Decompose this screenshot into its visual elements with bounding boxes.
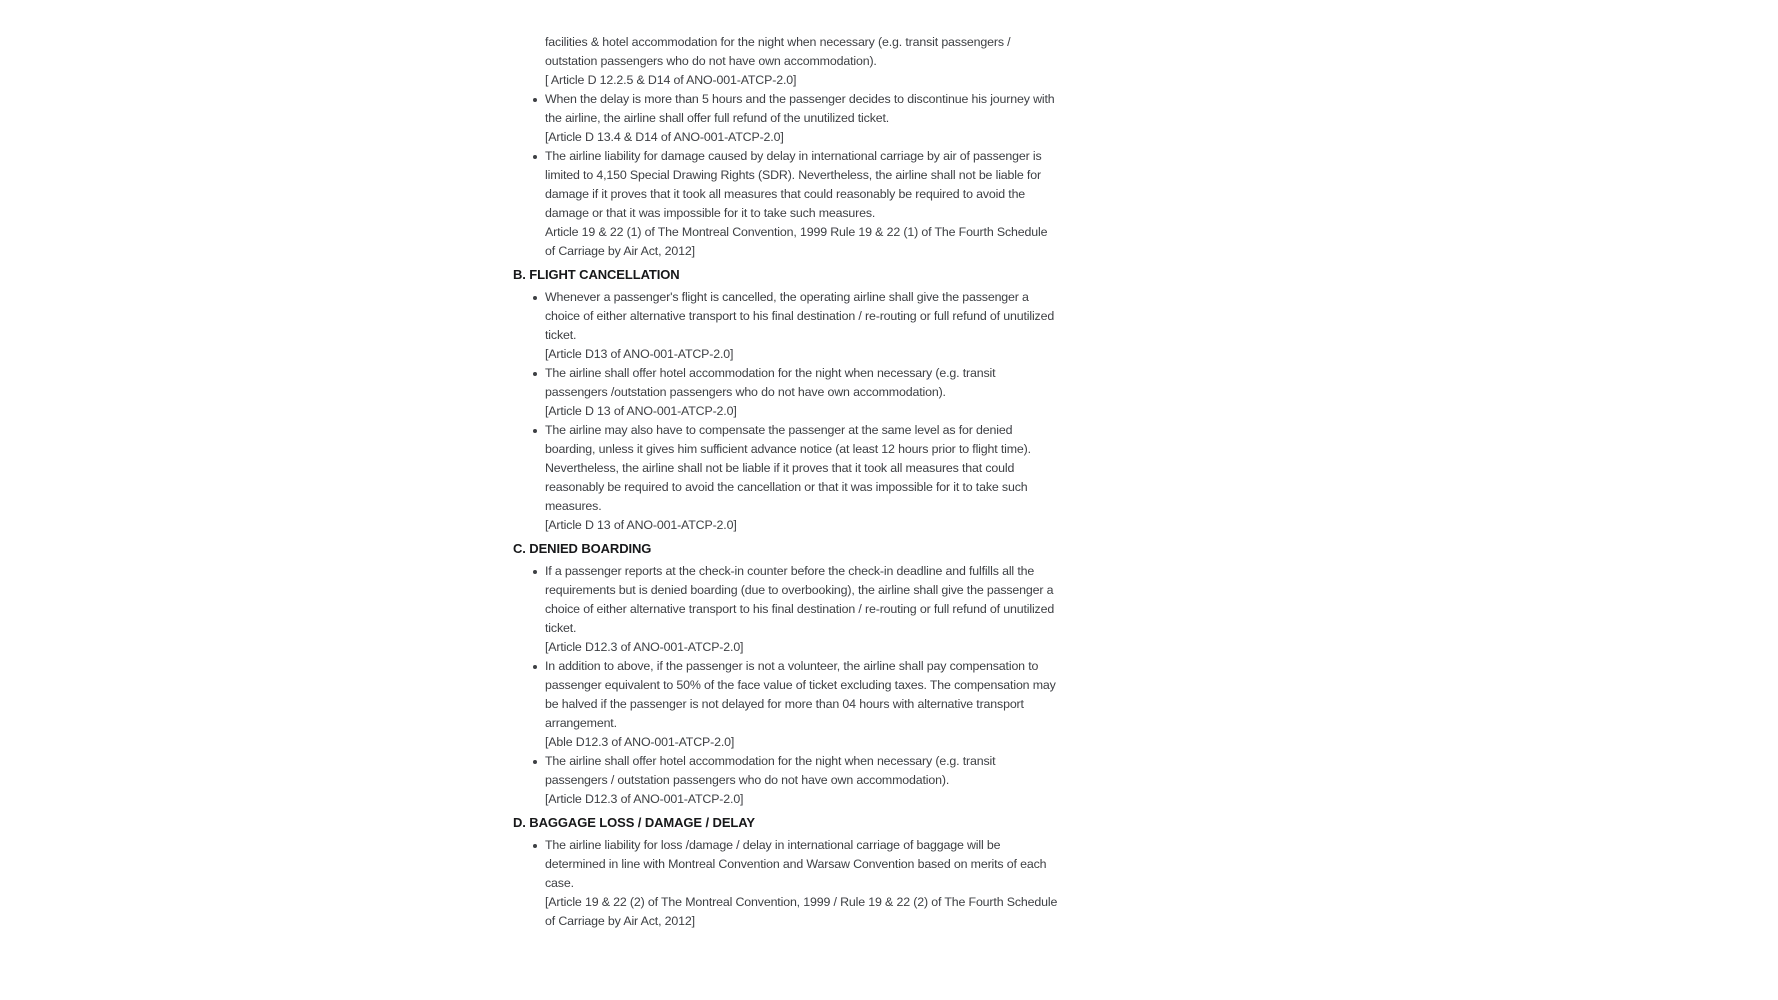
list-item xyxy=(513,752,1058,809)
article-reference: [Article 19 & 22 (2) of The Montreal Convention, 1999 / Rule 19 & 22 (2) of The Fourth Schedule of Carriage by Air Act, 2012] xyxy=(545,895,1058,928)
list-item-body xyxy=(545,657,1058,752)
list-item-text: In addition to above, if the passenger is not a volunteer, the airline shall pay compensation to passenger equivalent to 50% of the face value of ticket excluding taxes. The compensation may be halved if the passenger is not delayed for more than 04 hours with alternative transport arrangement. xyxy=(545,659,1056,730)
article-reference: [Able D12.3 of ANO-001-ATCP-2.0] xyxy=(545,735,735,749)
article-reference: [Article D12.3 of ANO-001-ATCP-2.0] xyxy=(545,640,744,654)
list-item-body xyxy=(545,147,1058,261)
list-item-body xyxy=(545,364,1058,421)
continued-paragraph xyxy=(513,33,1058,90)
list-item xyxy=(513,657,1058,752)
bullet-icon xyxy=(533,155,537,159)
list-item-text: The airline liability for loss /damage / delay in international carriage of baggage will be determined in line with Montreal Convention and Warsaw Convention based on merits of each case. xyxy=(545,838,1047,890)
article-reference: Article 19 & 22 (1) of The Montreal Convention, 1999 Rule 19 & 22 (1) of The Fourth Schedule of Carriage by Air Act, 2012] xyxy=(545,225,1048,258)
list-item-body xyxy=(545,752,1058,809)
bullet-icon xyxy=(533,296,537,300)
list-item-body xyxy=(545,562,1058,657)
bullet-icon xyxy=(533,844,537,848)
article-reference: [Article D12.3 of ANO-001-ATCP-2.0] xyxy=(545,792,744,806)
list-item-body xyxy=(545,836,1058,931)
bullet-icon xyxy=(533,372,537,376)
list-item xyxy=(513,147,1058,261)
list-item-text: Whenever a passenger's flight is cancelled, the operating airline shall give the passenger a choice of either alternative transport to his final destination / re-routing or full refund of unutilized ticket. xyxy=(545,290,1055,342)
article-reference: [Article D 13.4 & D14 of ANO-001-ATCP-2.0] xyxy=(545,130,784,144)
list-item xyxy=(513,562,1058,657)
bullet-icon xyxy=(533,429,537,433)
list-item-text: When the delay is more than 5 hours and the passenger decides to discontinue his journey with the airline, the airline shall offer full refund of the unutilized ticket. xyxy=(545,92,1055,125)
article-reference: [ Article D 12.2.5 & D14 of ANO-001-ATCP-2.0] xyxy=(545,73,797,87)
list-item-text: The airline liability for damage caused by delay in international carriage by air of passenger is limited to 4,150 Special Drawing Rights (SDR). Nevertheless, the airline shall not be liable for damage if it proves that it took all measures that could reasonably be required to avoid the damage or that it was impossible for it to take such measures. xyxy=(545,149,1042,220)
bullet-icon xyxy=(533,665,537,669)
bullet-icon xyxy=(533,98,537,102)
paragraph-text: facilities & hotel accommodation for the night when necessary (e.g. transit passengers / outstation passengers who do not have own accommodation). xyxy=(545,35,1011,68)
list-item xyxy=(513,836,1058,931)
bullet-icon xyxy=(533,760,537,764)
list-item-body xyxy=(545,421,1058,535)
section-heading-denied-boarding: C. DENIED BOARDING xyxy=(513,541,652,556)
bullet-icon xyxy=(533,570,537,574)
list-item-body xyxy=(545,90,1058,147)
document-content-column xyxy=(513,33,1058,931)
article-reference: [Article D 13 of ANO-001-ATCP-2.0] xyxy=(545,518,737,532)
list-item xyxy=(513,364,1058,421)
section-heading-flight-cancellation: B. FLIGHT CANCELLATION xyxy=(513,267,680,282)
list-item xyxy=(513,288,1058,364)
article-reference: [Article D13 of ANO-001-ATCP-2.0] xyxy=(545,347,734,361)
list-item-text: The airline shall offer hotel accommodation for the night when necessary (e.g. transit passengers / outstation passengers who do not have own accommodation). xyxy=(545,754,996,787)
list-item-text: The airline shall offer hotel accommodation for the night when necessary (e.g. transit passengers /outstation passengers who do not have own accommodation). xyxy=(545,366,996,399)
list-item-text: If a passenger reports at the check-in counter before the check-in deadline and fulfills all the requirements but is denied boarding (due to overbooking), the airline shall give the passenger a choice of either alternative transport to his final destination / re-routing or full refund of unutilized ticket. xyxy=(545,564,1055,635)
article-reference: [Article D 13 of ANO-001-ATCP-2.0] xyxy=(545,404,737,418)
section-heading-baggage-loss-damage-delay: D. BAGGAGE LOSS / DAMAGE / DELAY xyxy=(513,815,755,830)
list-item xyxy=(513,90,1058,147)
list-item-body xyxy=(545,288,1058,364)
list-item xyxy=(513,421,1058,535)
list-item-text: The airline may also have to compensate the passenger at the same level as for denied boarding, unless it gives him sufficient advance notice (at least 12 hours prior to flight time). Nevertheless, the airline shall not be liable if it proves that it took all measures that could reasonably be required to avoid the cancellation or that it was impossible for it to take such measures. xyxy=(545,423,1031,513)
